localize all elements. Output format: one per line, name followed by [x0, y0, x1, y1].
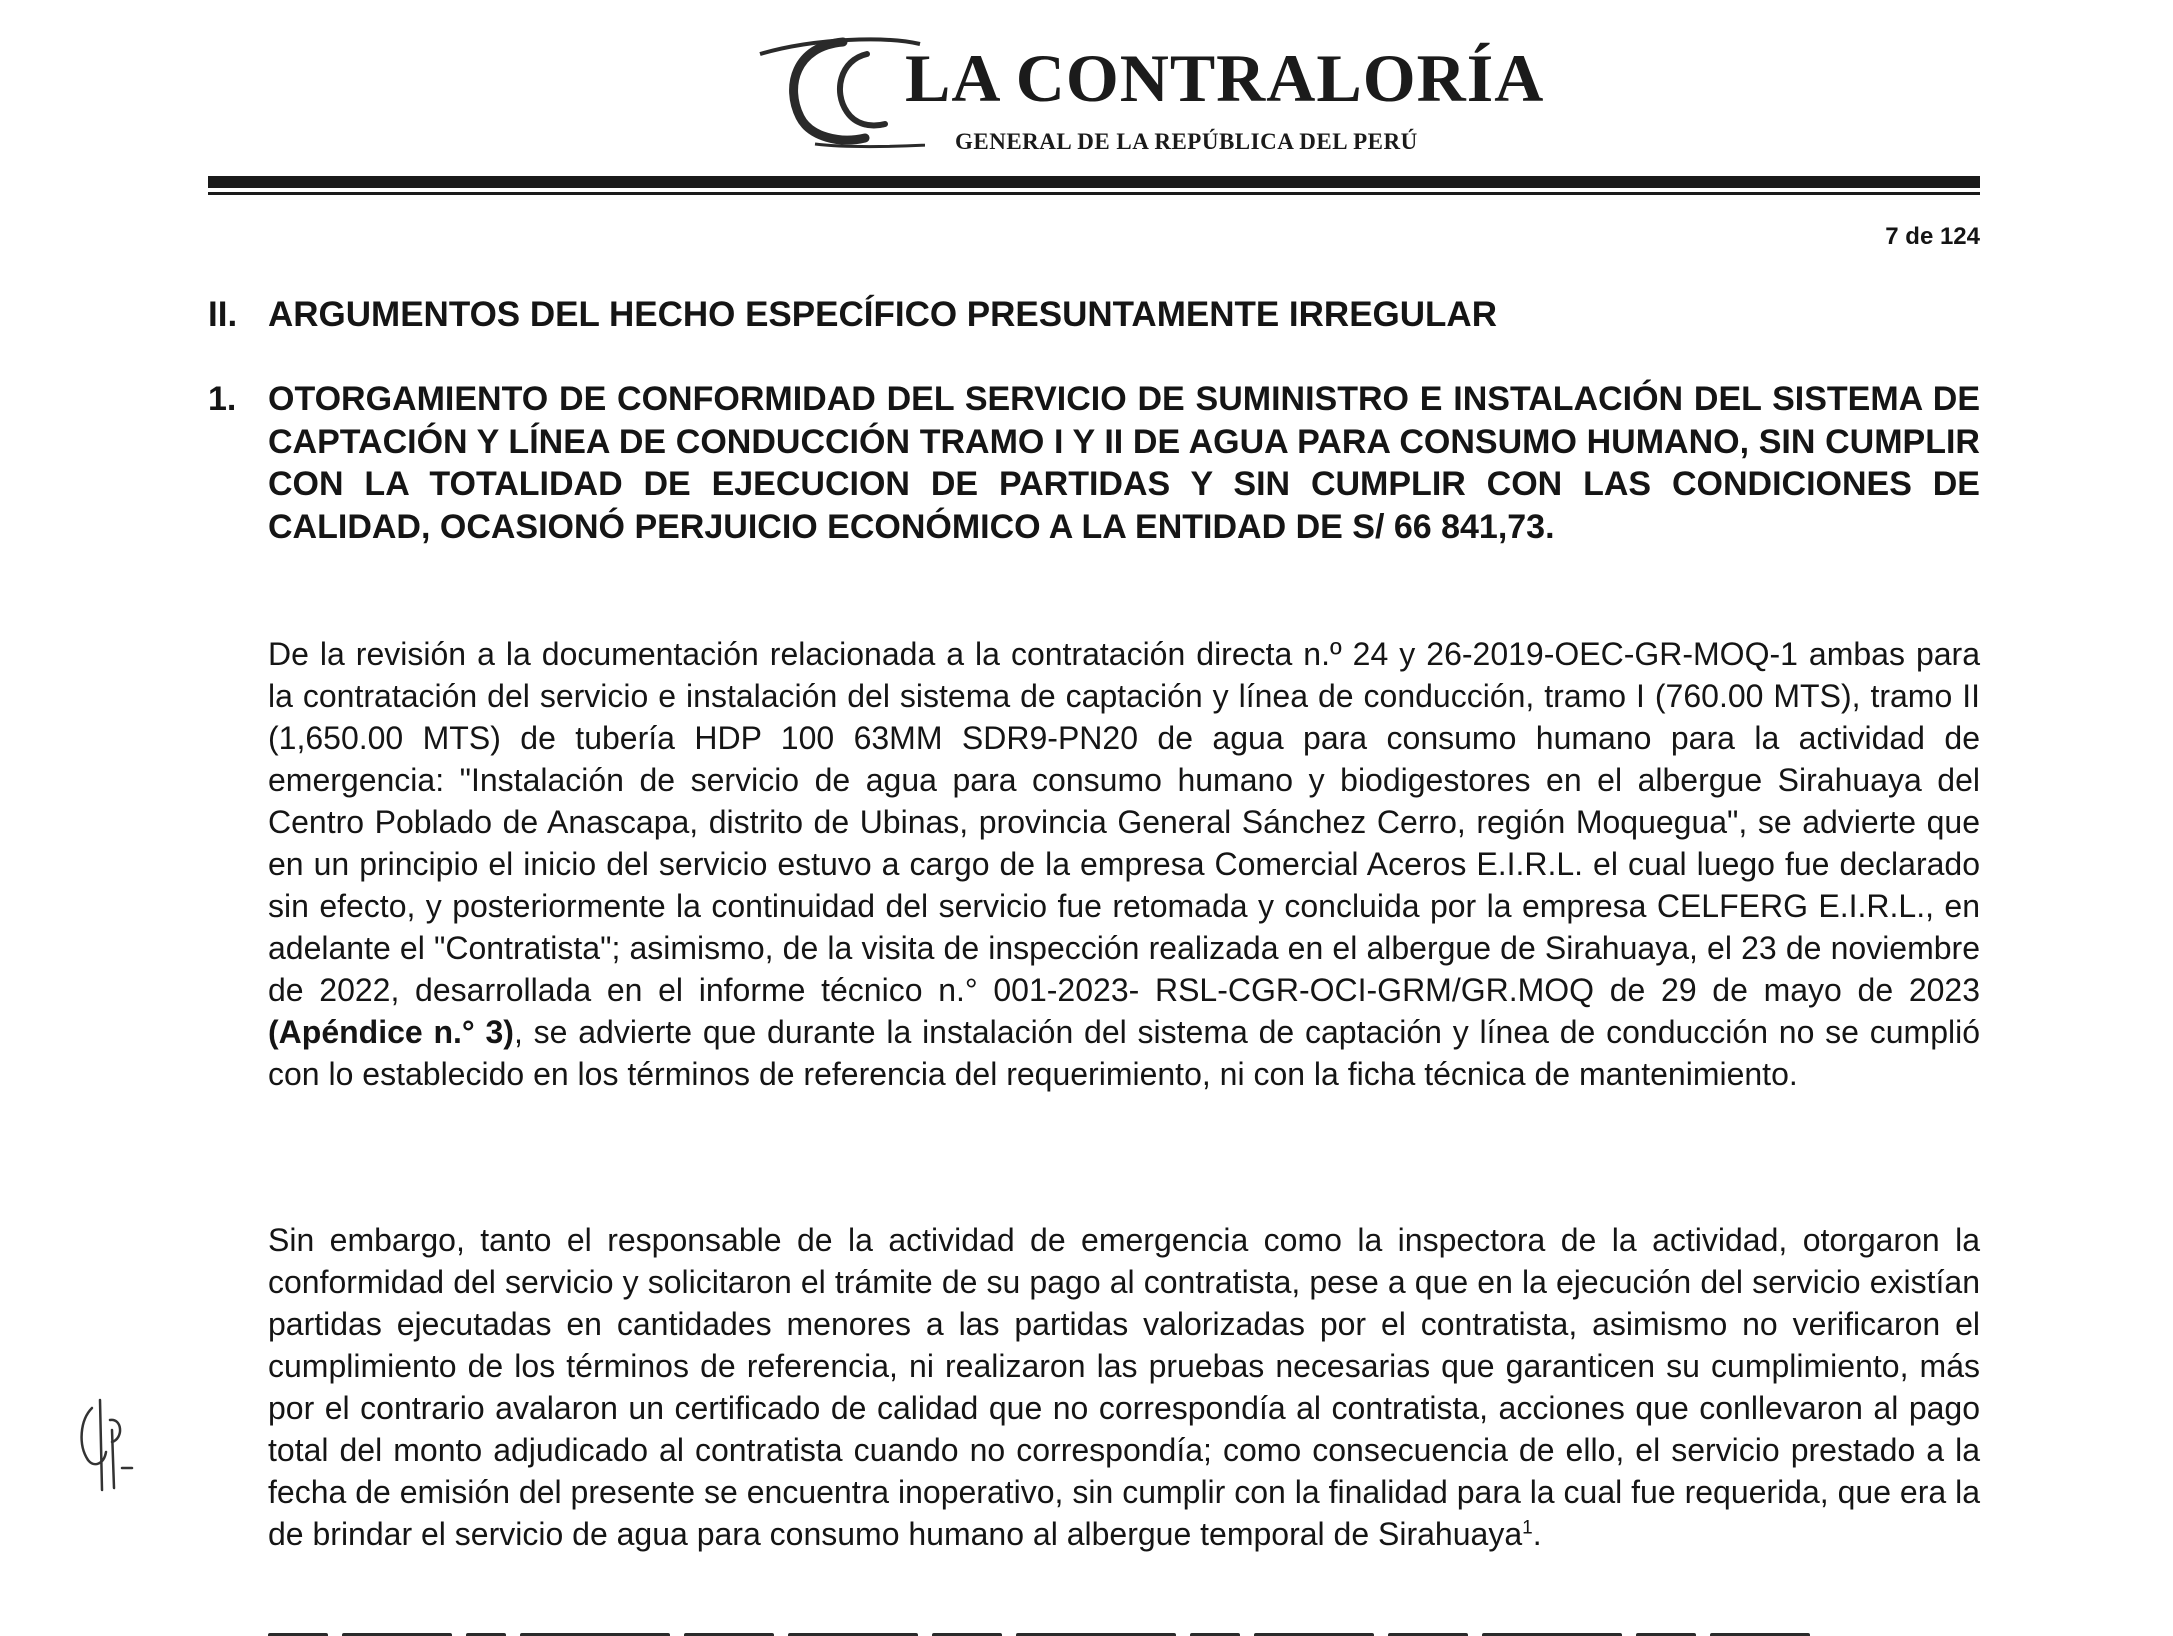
- contraloria-logo: [755, 32, 1545, 154]
- header-rule-thick: [208, 176, 1980, 188]
- section-title: ARGUMENTOS DEL HECHO ESPECÍFICO PRESUNTAMENTE IRREGULAR: [268, 295, 1497, 334]
- appendix-reference: (Apéndice n.° 3): [268, 1014, 514, 1050]
- paragraph-2-text: Sin embargo, tanto el responsable de la actividad de emergencia como la inspectora de la actividad, otorgaron la conformidad del servicio y solicitaron el trámite de su pago al contratista, pese a que en la ejecución del servicio existían partidas ejecutadas en cantidades menores a las partidas valorizadas por el contratista, asimismo no verificaron el cumplimiento de los términos de referencia, ni realizaron las pruebas necesarias que garanticen su cumplimiento, más por el contrario avalaron un certificado de calidad que no correspondía al contratista, acciones que conllevaron al pago total del monto adjudicado al contratista cuando no correspondía; como consecuencia de ello, el servicio prestado a la fecha de emisión del presente se encuentra inoperativo, sin cumplir con la finalidad para la cual fue requerida, que era la de brindar el servicio de agua para consumo humano al albergue temporal de Sirahuaya: [268, 1222, 1980, 1552]
- paragraph-1-text: De la revisión a la documentación relacionada a la contratación directa n.º 24 y 26-2019-OEC-GR-MOQ-1 ambas para la contratación del servicio e instalación del sistema de captación y línea de conducción, tramo I (760.00 MTS), tramo II (1,650.00 MTS) de tubería HDP 100 63MM SDR9-PN20 de agua para consumo humano para la actividad de emergencia: "Instalación de servicio de agua para consumo humano y biodigestores en el albergue Sirahuaya del Centro Poblado de Anascapa, distrito de Ubinas, provincia General Sánchez Cerro, región Moquegua", se advierte que en un principio el inicio del servicio estuvo a cargo de la empresa Comercial Aceros E.I.R.L. el cual luego fue declarado sin efecto, y posteriormente la continuidad del servicio fue retomada y concluida por la empresa CELFERG E.I.R.L., en adelante el "Contratista"; asimismo, de la visita de inspección realizada en el albergue de Sirahuaya, el 23 de noviembre de 2022, desarrollada en el informe técnico n.° 001-2023- RSL-CGR-OCI-GRM/GR.MOQ de 29 de mayo de 2023: [268, 636, 1980, 1008]
- body-paragraph-1: [268, 633, 1980, 1095]
- header-rule-thin: [208, 192, 1980, 195]
- footnote-reference: 1: [1522, 1517, 1533, 1539]
- section-heading: [208, 295, 1980, 335]
- body-paragraph-2: [268, 1219, 1980, 1555]
- handwritten-initials-icon: [70, 1390, 140, 1500]
- page-number: 7 de 124: [1885, 223, 1980, 250]
- item-number: 1.: [208, 380, 237, 418]
- section-number: II.: [208, 295, 238, 334]
- logo-subtitle: GENERAL DE LA REPÚBLICA DEL PERÚ: [955, 129, 1418, 154]
- contraloria-logo-mark-icon: [755, 32, 925, 152]
- item-title: OTORGAMIENTO DE CONFORMIDAD DEL SERVICIO DE SUMINISTRO E INSTALACIÓN DEL SISTEMA DE CAPTACIÓN Y LÍNEA DE CONDUCCIÓN TRAMO I Y II DE AGUA PARA CONSUMO HUMANO, SIN CUMPLIR CON LA TOTALIDAD DE EJECUCION DE PARTIDAS Y SIN CUMPLIR CON LAS CONDICIONES DE CALIDAD, OCASIONÓ PERJUICIO ECONÓMICO A LA ENTIDAD DE S/ 66 841,73.: [268, 380, 1980, 546]
- paragraph-1-text-end: , se advierte que durante la instalación del sistema de captación y línea de conducción no se cumplió con lo establecido en los términos de referencia del requerimiento, ni con la ficha técnica de mantenimiento.: [268, 1014, 1981, 1092]
- cut-off-text-line: [268, 1628, 1980, 1636]
- logo-title: LA CONTRALORÍA: [905, 40, 1545, 116]
- paragraph-2-end: .: [1532, 1516, 1542, 1552]
